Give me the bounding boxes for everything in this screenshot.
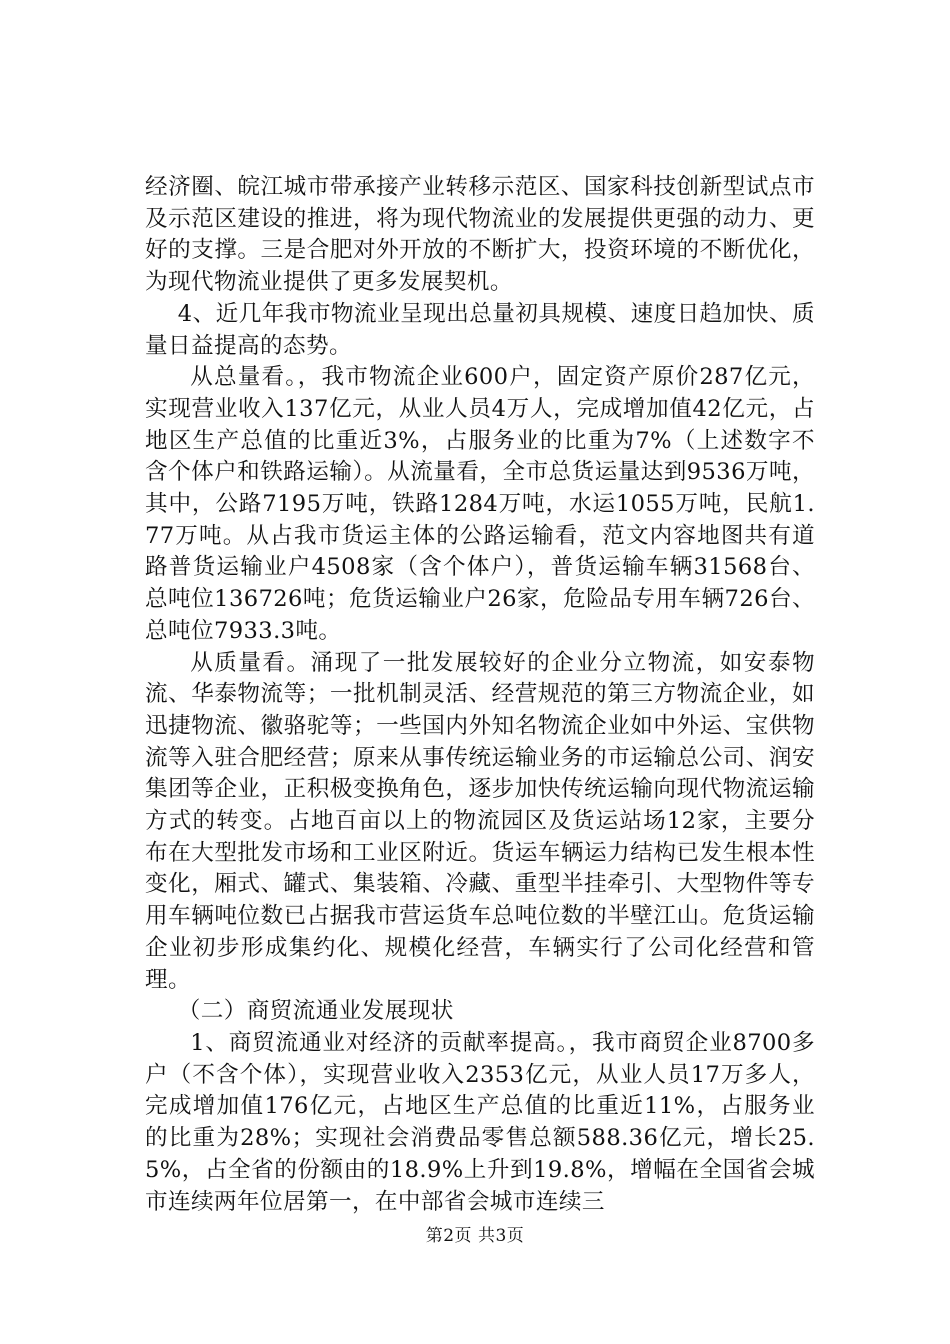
paragraph-total-volume: 从总量看。，我市物流企业600户，固定资产原价287亿元，实现营业收入137亿元，从业人员4万人，完成增加值42亿元，占地区生产总值的比重近3%，占服务业的比重为7%（上述数字不含个体户和铁路运输）。从流量看，全市总货运量达到9536万吨，其中，公路7195万吨，铁路1284万吨，水运1055万吨，民航1.77万吨。从占我市货运主体的公路运输看，范文内容地图共有道路普货运输业户4508家（含个体户），普货运输车辆31568台、总吨位136726吨；危货运输业户26家，危险品专用车辆726台、总吨位7933.3吨。	[145, 364, 815, 644]
document-body	[145, 172, 815, 1218]
paragraph-quality: 从质量看。涌现了一批发展较好的企业分立物流，如安泰物流、华泰物流等；一批机制灵活、经营规范的第三方物流企业，如迅捷物流、徽骆驼等；一些国内外知名物流企业如中外运、宝供物流等入驻合肥经营；原来从事传统运输业务的市运输总公司、润安集团等企业，正积极变换角色，逐步加快传统运输向现代物流运输方式的转变。占地百亩以上的物流园区及货运站场12家，主要分布在大型批发市场和工业区附近。货运车辆运力结构已发生根本性变化，厢式、罐式、集装箱、冷藏、重型半挂牵引、大型物件等专用车辆吨位数已占据我市营运货车总吨位数的半壁江山。危货运输企业初步形成集约化、规模化经营，车辆实行了公司化经营和管理。	[145, 649, 815, 993]
page-footer: 第2页 共3页	[425, 1226, 525, 1246]
paragraph-point-4: 4、近几年我市物流业呈现出总量初具规模、速度日趋加快、质量日益提高的态势。	[145, 300, 815, 359]
section-heading-commerce: （二）商贸流通业发展现状	[177, 998, 454, 1025]
paragraph-commerce-contribution: 1、商贸流通业对经济的贡献率提高。，我市商贸企业8700多户（不含个体），实现营业收入2353亿元，从业人员17万多人，完成增加值176亿元，占地区生产总值的比重近11%，占服务业的比重为28%；实现社会消费品零售总额588.36亿元，增长25.5%，占全省的份额由的18.9%上升到19.8%，增幅在全国省会城市连续两年位居第一，在中部省会城市连续三	[145, 1029, 815, 1215]
paragraph-continuation: 经济圈、皖江城市带承接产业转移示范区、国家科技创新型试点市及示范区建设的推进，将为现代物流业的发展提供更强的动力、更好的支撑。三是合肥对外开放的不断扩大，投资环境的不断优化，为现代物流业提供了更多发展契机。	[145, 174, 815, 296]
